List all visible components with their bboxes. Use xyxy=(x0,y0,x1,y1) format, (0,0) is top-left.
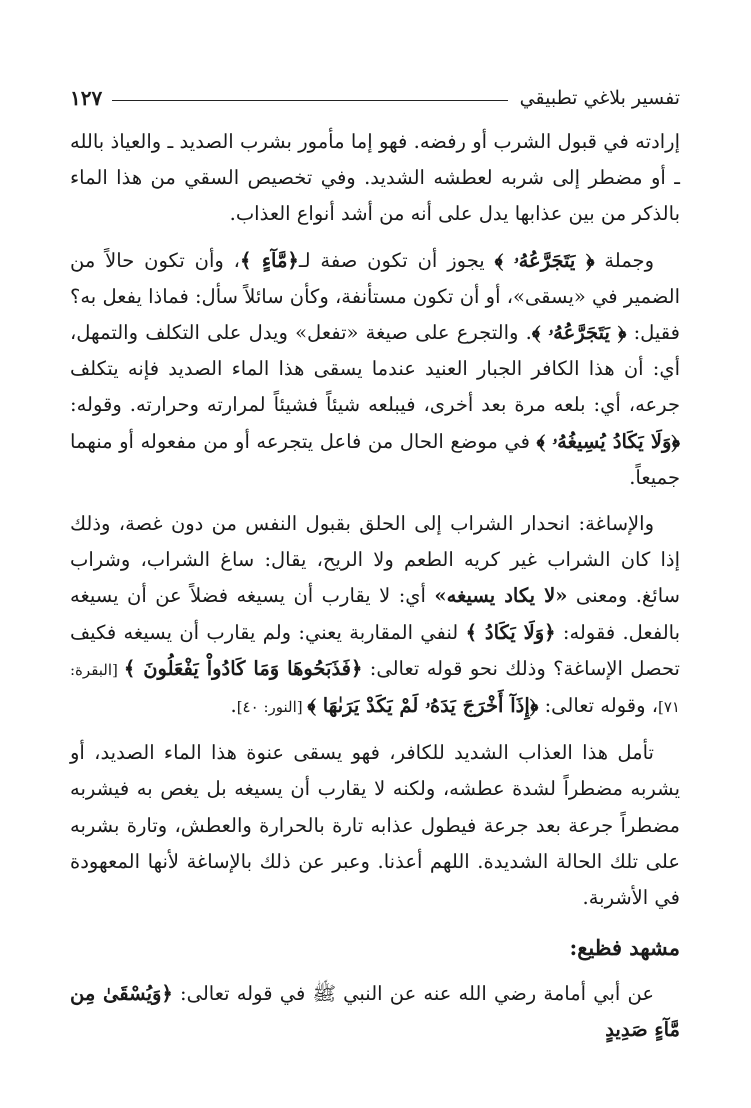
paragraph-5 xyxy=(70,976,680,1048)
paragraph-text: ، وأن تكون حالاً من الضمير في «يسقى»، أو أن تكون مستأنفة، وكأن سائلاً سأل: فماذا يفعل به؟ فقيل: xyxy=(70,248,680,345)
section-heading: مشهد فظيع: xyxy=(569,935,680,961)
paragraph-text: . xyxy=(230,694,237,718)
paragraph-text: وجملة xyxy=(594,248,655,272)
quran-quote: ﴿فَذَبَحُوهَا وَمَا كَادُواْ يَفْعَلُونَ ﴾ xyxy=(123,656,363,680)
paragraph-text: عن أبي أمامة رضي الله عنه عن النبي ﷺ في قوله تعالى: xyxy=(172,982,654,1006)
paragraph-3 xyxy=(70,506,680,725)
paragraph-text: في موضع الحال من فاعل يتجرعه أو من مفعوله أو منهما جميعاً. xyxy=(70,429,680,489)
page-header xyxy=(70,82,680,114)
quran-quote: ﴿ يَتَجَرَّعُهُۥ ﴾ xyxy=(531,321,627,345)
book-page xyxy=(70,82,680,1082)
paragraph-text: لنفي المقاربة يعني: ولم يقارب أن يسيغه فكيف تحصل الإساغة؟ وذلك نحو قوله تعالى: xyxy=(70,620,680,680)
page-number: ١٢٧ xyxy=(70,86,103,110)
quran-quote: ﴿ يَتَجَرَّعُهُۥ ﴾ xyxy=(494,248,595,272)
bold-phrase: «لا يكاد يسيغه» xyxy=(434,584,568,608)
paragraph-text: . والتجرع على صيغة «تفعل» ويدل على التكلف والتمهل، أي: أن هذا الكافر الجبار العنيد عندما يسقى هذا الماء الصديد فإنه يتكلف جرعه، أي: بلعه مرة بعد أخرى، فيبلعه شيئاً فشيئاً لمرارته وحرارته. وقوله: xyxy=(70,321,680,417)
quran-quote: ﴿مَّآءٍ ﴾ xyxy=(239,248,299,272)
paragraph-1 xyxy=(70,124,680,233)
quran-quote: ﴿وَيُسْقَىٰ مِن مَّآءٍ صَدِيدٍ xyxy=(70,982,680,1042)
quran-quote: ﴿وَلَا يَكَادُ يُسِيغُهُۥ ﴾ xyxy=(536,429,680,453)
quran-quote: ﴿إِذَآ أَخْرَجَ يَدَهُۥ لَمْ يَكَدْ يَرَىٰهَا ﴾ xyxy=(307,694,539,718)
paragraph-2 xyxy=(70,243,680,496)
header-rule xyxy=(112,100,507,101)
paragraph-text: تأمل هذا العذاب الشديد للكافر، فهو يسقى عنوة هذا الماء الصديد، أو يشربه مضطراً لشدة عطشه، ولكنه لا يقارب أن يسيغه بل يغص به فيشربه مضطراً جرعة بعد جرعة فيطول عذابه تارة بالحرارة والعطش، وتارة بشربه على تلك الحالة الشديدة. اللهم أعذنا. وعبر عن ذلك بالإساغة لأنها المعهودة في الأشربة. xyxy=(70,741,680,910)
verse-reference: [البقرة: ٧١] xyxy=(70,660,680,717)
paragraph-4 xyxy=(70,735,680,916)
paragraph-text: ، وقوله تعالى: xyxy=(538,694,659,718)
verse-reference: [النور: ٤٠] xyxy=(236,698,308,717)
paragraph-text: أي: لا يقارب أن يسيغه فضلاً عن أن يسيغه بالفعل. فقوله: xyxy=(70,584,680,644)
paragraph-text: إرادته في قبول الشرب أو رفضه. فهو إما مأمور بشرب الصديد ـ والعياذ بالله ـ أو مضطر إلى شربه لعطشه الشديد. وفي تخصيص السقي من هذا الماء بالذكر من بين عذابها يدل على أنه من أشد أنواع العذاب. xyxy=(70,130,680,226)
paragraph-text: يجوز أن تكون صفة لـ xyxy=(298,248,495,272)
running-title: تفسير بلاغي تطبيقي xyxy=(519,87,680,109)
page-body xyxy=(70,124,680,1049)
paragraph-text: والإساغة: انحدار الشراب إلى الحلق بقبول النفس من دون غصة، وذلك إذا كان الشراب غير كريه الطعم ولا الريح، يقال: ساغ الشراب، وشراب سائغ. ومعنى xyxy=(70,512,681,608)
quran-quote: ﴿وَلَا يَكَادُ ﴾ xyxy=(465,620,556,644)
